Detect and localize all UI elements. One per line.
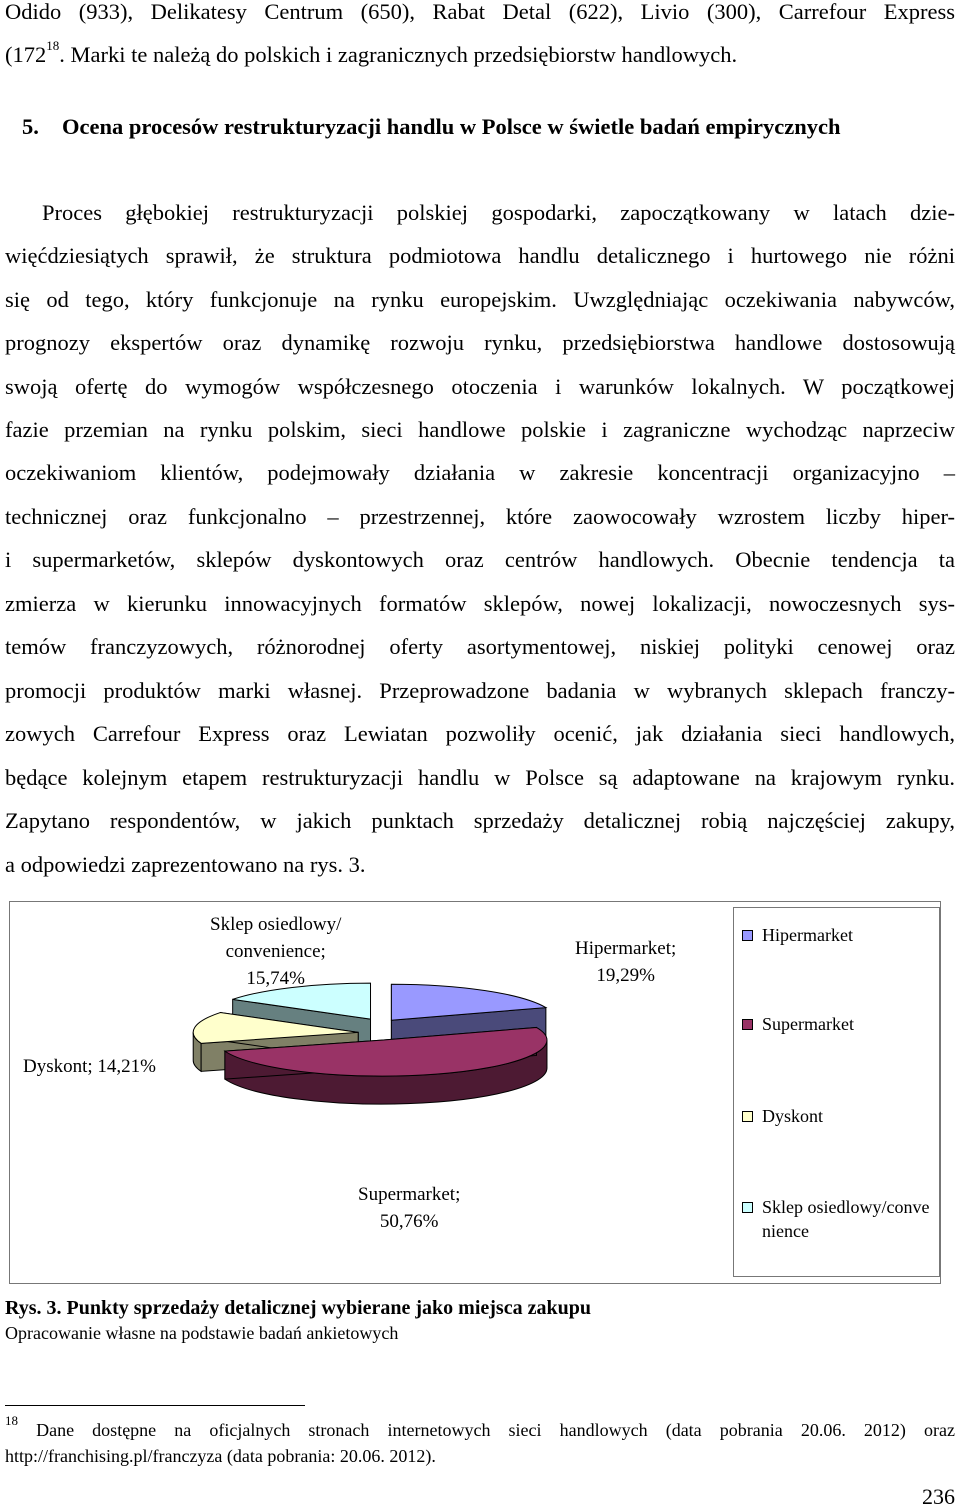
slice-label-supermarket [358,1181,460,1235]
body-line: więćdziesiątych sprawił, że struktura podmiotowa handlu detalicznego i hurtowego nie różni [5,243,955,268]
paragraph-line: Odido (933), Delikatesy Centrum (650), Rabat Detal (622), Livio (300), Carrefour Express [5,0,955,24]
slice-label-value: 50,76% [379,1211,439,1232]
section-title: Ocena procesów restrukturyzacji handlu w Polsce w świetle badań empirycznych [62,114,841,139]
body-line: oczekiwaniom klientów, podejmowały działania w zakresie koncentracji organizacyjno – [5,460,955,485]
figure-caption: Rys. 3. Punkty sprzedaży detalicznej wybierane jako miejsca zakupu [5,1297,591,1319]
footnote-marker: 18 [5,1413,18,1428]
body-line: i supermarketów, sklepów dyskontowych oraz centrów handlowych. Obecnie tendencja ta [5,547,955,572]
legend-swatch [742,930,753,941]
slice-label-line: Dyskont; 14,21% [23,1056,156,1077]
footnote-line [5,1443,955,1469]
body-line: Proces głębokiej restrukturyzacji polskiej gospodarki, zapoczątkowany w latach dzie- [42,200,955,225]
text-fragment: (172 [5,42,47,67]
legend-label: Supermarket [762,1014,854,1034]
body-line: będące kolejnym etapem restrukturyzacji handlu w Polsce są adaptowane na krajowym rynku. [5,765,955,790]
footnote-rule [5,1405,305,1406]
body-line: Zapytano respondentów, w jakich punktach sprzedaży detalicznej robią najczęściej zakupy, [5,808,955,833]
body-line: fazie przemian na rynku polskim, sieci handlowe polskie i zagraniczne wychodząc naprzeciw [5,417,955,442]
slice-label-hipermarket [575,935,676,989]
figure-source: Opracowanie własne na podstawie badań ankietowych [5,1323,399,1343]
body-line: swoją ofertę do wymogów współczesnego otoczenia i warunków lokalnych. W początkowej [5,374,955,399]
body-line: zowych Carrefour Express oraz Lewiatan pozwoliły ocenić, jak działania sieci handlowych, [5,721,955,746]
page-number: 236 [922,1484,955,1509]
section-number: 5. [22,114,39,139]
legend-swatch [742,1111,753,1122]
body-line: promocji produktów marki własnej. Przeprowadzone badania w wybranych sklepach franczy- [5,678,955,703]
slice-label-sklep [210,911,341,992]
slice-label-line: Supermarket; [358,1184,461,1205]
chart-legend [733,907,940,1277]
slice-label-line: convenience; [225,941,326,962]
footnote-link[interactable]: http://franchising.pl/franczyza (data pobrania: 20.06. 2012). [5,1446,436,1466]
body-line: a odpowiedzi zaprezentowano na rys. 3. [5,852,366,877]
legend-label: Sklep osiedlowy/convenience [762,1197,930,1241]
footnote-line [5,1413,955,1443]
slice-label-value: 15,74% [246,968,305,989]
slice-label-dyskont [23,1053,156,1080]
body-line: temów franczyzowych, różnorodnej oferty asortymentowej, niskiej polityki cenowej oraz [5,634,955,659]
slice-label-line: Hipermarket; [575,938,677,959]
slice-label-value: 19,29% [596,965,655,986]
body-line: się od tego, który funkcjonuje na rynku europejskim. Uwzględniając oczekiwania nabywców, [5,287,955,312]
legend-label: Hipermarket [762,925,853,945]
slice-label-line: Sklep osiedlowy/ [210,914,342,935]
body-line: zmierza w kierunku innowacyjnych formatów sklepów, nowej lokalizacji, nowoczesnych sys- [5,591,955,616]
body-line: prognozy ekspertów oraz dynamikę rozwoju rynku, przedsiębiorstwa handlowe dostosowują [5,330,955,355]
footnote-text: Dane dostępne na oficjalnych stronach internetowych sieci handlowych (data pobrania 20.06. 2012) oraz [36,1420,955,1440]
footnote-ref[interactable]: 18 [46,37,60,53]
body-line: technicznej oraz funkcjonalno – przestrzennej, które zaowocowały wzrostem liczby hiper- [5,504,955,529]
legend-swatch [742,1019,753,1030]
legend-swatch [742,1202,753,1213]
text-fragment: . Marki te należą do polskich i zagranicznych przedsiębiorstw handlowych. [59,42,738,67]
legend-label: Dyskont [762,1106,824,1126]
section-heading [22,112,955,142]
paragraph-line [5,37,955,70]
